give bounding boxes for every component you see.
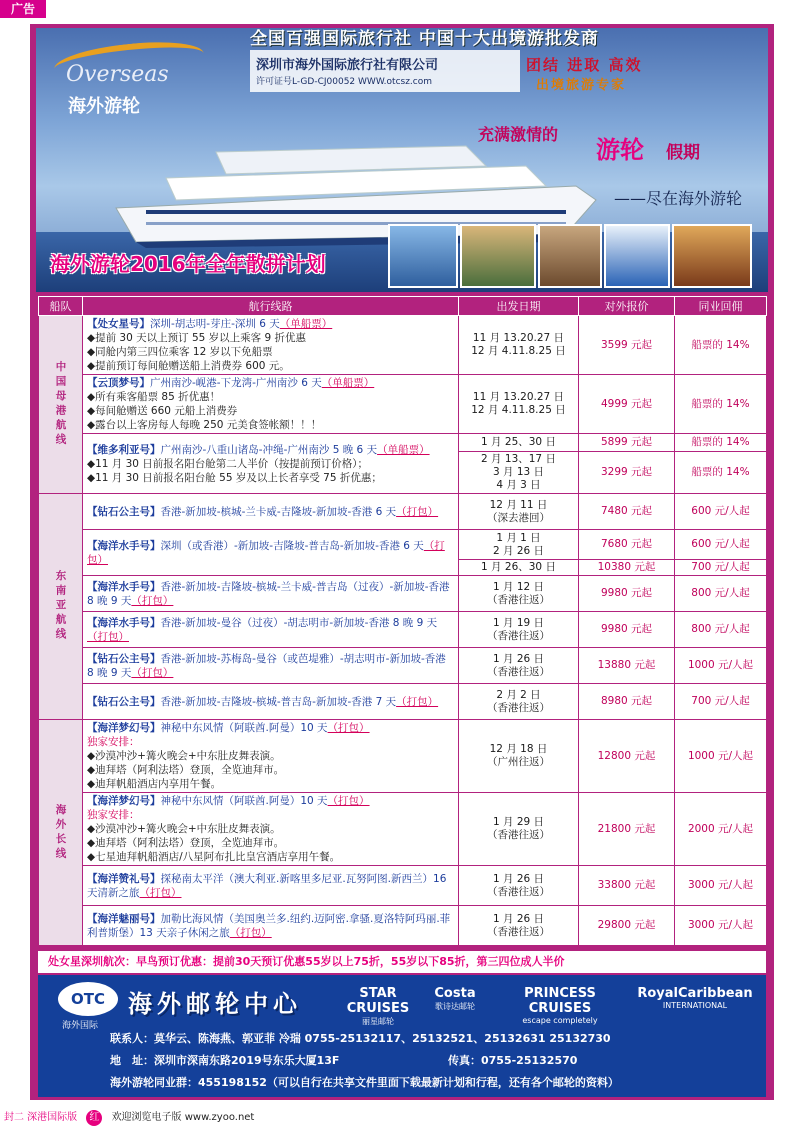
plan-title: 海外游轮2016年全年散拼计划: [50, 252, 326, 276]
table-row: [39, 316, 767, 375]
package-tag: （打包）: [87, 630, 129, 643]
commission-cell: 800 元/人起: [675, 612, 767, 648]
region-label: 中国母港航线: [39, 316, 83, 494]
price-cell: 4999 元起: [579, 375, 675, 434]
package-tag: （打包）: [139, 886, 182, 899]
ship-name: 【处女星号】: [87, 318, 150, 330]
table-row: [39, 612, 767, 648]
route-text: 广州南沙-八重山诸岛-冲绳-广州南沙 5 晚 6 天: [160, 443, 378, 456]
photo-santorini: [604, 224, 670, 288]
brand-costa: [420, 986, 490, 1012]
ad-tag: 广告: [0, 0, 46, 18]
address-line: 地 址：深圳市深南东路2019号东乐大厦13F: [110, 1054, 340, 1067]
table-row: [39, 906, 767, 946]
early-bird-promo: 处女星深圳航次：早鸟预订优惠：提前30天预订优惠55岁以上75折，55岁以下85折，第三四位成人半价: [38, 951, 766, 973]
date-cell: 1 月 26 日 （香港往返）: [459, 648, 579, 684]
route-text: 深圳-胡志明-芽庄-深圳 6 天: [150, 318, 280, 330]
route-cell: [83, 793, 459, 866]
table-row: [39, 720, 767, 793]
logo-english: Overseas: [66, 62, 169, 87]
table-row: [39, 793, 767, 866]
date-cell: 11 月 13.20.27 日 12 月 4.11.8.25 日: [459, 316, 579, 375]
price-cell: 13880 元起: [579, 648, 675, 684]
ship-name: 【钻石公主号】: [87, 505, 161, 518]
table-row: [39, 494, 767, 530]
note: ◆提前 30 天以上预订 55 岁以上乘客 9 折优惠: [87, 332, 307, 344]
header-price: 对外报价: [579, 297, 675, 316]
ship-name: 【海洋魅丽号】: [87, 912, 161, 925]
table-row: [39, 434, 767, 452]
commission-cell: 船票的 14%: [675, 452, 767, 494]
commission-cell: 船票的 14%: [675, 316, 767, 375]
date-cell: 1 月 26 日 （香港往返）: [459, 866, 579, 906]
exclusive-label: 独家安排：: [87, 809, 140, 821]
red-badge-icon: 红: [86, 1110, 102, 1126]
brand-star-cruises: [338, 986, 418, 1027]
commission-cell: 1000 元/人起: [675, 720, 767, 793]
package-tag: （打包）: [131, 594, 174, 607]
photo-kids: [538, 224, 602, 288]
date-cell: 11 月 13.20.27 日 12 月 4.11.8.25 日: [459, 375, 579, 434]
ship-name: 【云顶梦号】: [87, 377, 150, 389]
route-cell: [83, 866, 459, 906]
commission-cell: 2000 元/人起: [675, 793, 767, 866]
note: ◆同舱内第三四位乘客 12 岁以下免船票: [87, 346, 273, 358]
ticket-tag: （单船票）: [279, 318, 333, 330]
commission-cell: 600 元/人起: [675, 530, 767, 560]
route-text: 神秘中东风情（阿联酋.阿曼）10 天: [160, 722, 328, 734]
brand-name: STAR CRUISES: [346, 986, 410, 1016]
brand-princess: [496, 986, 624, 1025]
date-cell: 1 月 12 日 （香港往返）: [459, 576, 579, 612]
passion-suffix: 假期: [666, 143, 700, 163]
package-tag: （打包）: [396, 505, 439, 518]
photo-people: [460, 224, 536, 288]
tagline-primary: 团结 进取 高效: [526, 56, 643, 74]
route-cell: [83, 684, 459, 720]
table-row: [39, 530, 767, 560]
package-tag: （打包）: [131, 666, 174, 679]
ship-name: 【维多利亚号】: [87, 443, 161, 456]
route-cell: [83, 720, 459, 793]
group-line: 海外游轮同业群：455198152（可以自行在共享文件里面下载最新计划和行程，还有各个邮轮的资料）: [110, 1076, 619, 1089]
commission-cell: 3000 元/人起: [675, 866, 767, 906]
date-cell: 1 月 26、30 日: [459, 560, 579, 576]
license-number: 许可证号L-GD-CJ00052 WWW.otcsz.com: [256, 77, 433, 87]
ship-name: 【钻石公主号】: [87, 652, 161, 665]
package-tag: （打包）: [327, 795, 370, 807]
note: ◆七星迪拜帆船酒店/八星阿布扎比皇宫酒店享用午餐。: [87, 851, 341, 863]
price-cell: 33800 元起: [579, 866, 675, 906]
commission-cell: 船票的 14%: [675, 375, 767, 434]
route-text: 香港-新加坡-吉隆坡-槟城-兰卡威-普吉岛（过夜）-新加坡-香港 8 晚 9 天: [87, 580, 450, 607]
note: ◆沙漠冲沙+篝火晚会+中东肚皮舞表演。: [87, 750, 281, 762]
route-cell: [83, 576, 459, 612]
route-cell: [83, 530, 459, 576]
brand-sub: 丽星邮轮: [362, 1017, 394, 1026]
package-tag: （打包）: [229, 926, 272, 939]
brand-sub: INTERNATIONAL: [662, 1001, 728, 1010]
route-text: 探秘南太平洋（澳大利亚.新喀里多尼亚.瓦努阿图.新西兰）16 天清新之旅: [87, 872, 447, 899]
price-cell: 21800 元起: [579, 793, 675, 866]
brand-sub: 歌诗达邮轮: [435, 1002, 475, 1011]
ship-name: 【海洋梦幻号】: [87, 795, 161, 807]
company-name: 深圳市海外国际旅行社有限公司: [256, 58, 439, 73]
page-footer: [0, 1108, 800, 1128]
passion-prefix: 充满激情的: [478, 125, 559, 144]
commission-cell: 1000 元/人起: [675, 648, 767, 684]
edition-label: 封二 深港国际版: [4, 1112, 78, 1123]
header-commission: 同业回佣: [675, 297, 767, 316]
note: ◆沙漠冲沙+篝火晚会+中东肚皮舞表演。: [87, 823, 281, 835]
brand-name: RoyalCaribbean: [637, 986, 753, 1001]
route-text: 香港-新加坡-吉隆坡-槟城-普吉岛-新加坡-香港 7 天: [160, 695, 397, 708]
logo-chinese: 海外游轮: [68, 96, 140, 117]
date-cell: 1 月 25、30 日: [459, 434, 579, 452]
date-cell: 12 月 18 日 （广州往返）: [459, 720, 579, 793]
ticket-tag: （单船票）: [321, 377, 375, 389]
contact-line: 联系人：莫华云、陈海燕、郭亚菲 冷瑞 0755-25132117、25132521、25132631 25132730: [110, 1032, 611, 1045]
otc-subtitle: 海外国际: [62, 1021, 99, 1031]
price-cell: 3599 元起: [579, 316, 675, 375]
region-label: 海外长线: [39, 720, 83, 946]
header-route: 航行线路: [83, 297, 459, 316]
brand-sub: escape completely: [522, 1016, 598, 1025]
website-link[interactable]: 欢迎浏览电子版 www.zyoo.net: [111, 1112, 255, 1123]
table-row: [39, 375, 767, 434]
ship-name: 【海洋梦幻号】: [87, 722, 161, 734]
route-text: 香港-新加坡-槟城-兰卡威-吉隆坡-新加坡-香港 6 天: [160, 505, 397, 518]
price-cell: 8980 元起: [579, 684, 675, 720]
brand-royal-caribbean: [634, 986, 756, 1010]
route-text: 神秘中东风情（阿联酋.阿曼）10 天: [160, 795, 328, 807]
header-fleet: 船队: [39, 297, 83, 316]
exclusive-label: 独家安排：: [87, 736, 140, 748]
package-tag: （打包）: [396, 695, 439, 708]
date-cell: 2 月 13、17 日 3 月 13 日 4 月 3 日: [459, 452, 579, 494]
table-row: [39, 648, 767, 684]
fax-line: 传真：0755-25132570: [448, 1054, 578, 1067]
route-cell: [83, 648, 459, 684]
date-cell: 12 月 11 日 （深去港回）: [459, 494, 579, 530]
note: ◆11 月 30 日前报名阳台舱 55 岁及以上长者享受 75 折优惠；: [87, 471, 382, 484]
brand-name: PRINCESS CRUISES: [524, 986, 596, 1016]
route-text: 广州南沙-岘港-下龙湾-广州南沙 6 天: [150, 377, 322, 389]
note: ◆提前预订每间舱赠送船上消费券 600 元。: [87, 360, 290, 372]
commission-cell: 3000 元/人起: [675, 906, 767, 946]
route-cell: [83, 434, 459, 494]
header-date: 出发日期: [459, 297, 579, 316]
route-cell: [83, 494, 459, 530]
route-cell: [83, 375, 459, 434]
ship-name: 【海洋水手号】: [87, 616, 161, 629]
date-cell: 1 月 1 日 2 月 26 日: [459, 530, 579, 560]
package-tag: （打包）: [327, 722, 370, 734]
route-text: 加勒比海风情（美国奥兰多.纽约.迈阿密.拿骚.夏洛特阿玛丽.菲利普斯堡）13 天亲子休闲之旅: [87, 912, 451, 939]
route-text: 深圳（或香港）-新加坡-吉隆坡-普吉岛-新加坡-香港 6 天: [160, 539, 424, 552]
date-cell: 2 月 2 日 （香港往返）: [459, 684, 579, 720]
commission-cell: 700 元/人起: [675, 684, 767, 720]
commission-cell: 船票的 14%: [675, 434, 767, 452]
package-tag: （打包）: [87, 539, 445, 566]
note: ◆每间舱赠送 660 元船上消费券: [87, 405, 238, 417]
table-header-row: [39, 297, 767, 316]
ship-name: 【钻石公主号】: [87, 695, 161, 708]
route-cell: [83, 612, 459, 648]
commission-cell: 600 元/人起: [675, 494, 767, 530]
price-cell: 12800 元起: [579, 720, 675, 793]
note: ◆迪拜塔（阿利法塔）登顶，全览迪拜市。: [87, 837, 285, 849]
table-row: [39, 684, 767, 720]
note: ◆迪拜帆船酒店内享用午餐。: [87, 778, 222, 790]
commission-cell: 700 元/人起: [675, 560, 767, 576]
brand-name: Costa: [434, 986, 476, 1001]
date-cell: 1 月 26 日 （香港往返）: [459, 906, 579, 946]
commission-cell: 800 元/人起: [675, 576, 767, 612]
photo-ship: [388, 224, 458, 288]
photo-food: [672, 224, 752, 288]
price-cell: 9980 元起: [579, 576, 675, 612]
overseas-logo: [46, 40, 226, 116]
ticket-tag: （单船票）: [377, 443, 430, 456]
note: ◆11 月 30 日前报名阳台舱第二人半价（按提前预订价格）；: [87, 457, 369, 470]
date-cell: 1 月 29 日 （香港往返）: [459, 793, 579, 866]
ship-name: 【海洋水手号】: [87, 539, 161, 552]
date-cell: 1 月 19 日 （香港往返）: [459, 612, 579, 648]
region-label: 东南亚航线: [39, 494, 83, 720]
ship-name: 【海洋赞礼号】: [87, 872, 161, 885]
note: ◆迪拜塔（阿利法塔）登顶，全览迪拜市。: [87, 764, 285, 776]
otc-logo: OTC: [58, 982, 118, 1016]
note: ◆露台以上客房每人每晚 250 元美食签帐额！！！: [87, 419, 322, 431]
ship-name: 【海洋水手号】: [87, 580, 161, 593]
price-cell: 10380 元起: [579, 560, 675, 576]
price-cell: 3299 元起: [579, 452, 675, 494]
note: ◆所有乘客船票 85 折优惠！: [87, 391, 221, 403]
price-cell: 7680 元起: [579, 530, 675, 560]
cruise-center-name: 海外邮轮中心: [128, 990, 302, 1018]
headline: 全国百强国际旅行社 中国十大出境游批发商: [250, 29, 599, 49]
table-row: [39, 576, 767, 612]
route-cell: [83, 906, 459, 946]
price-cell: 29800 元起: [579, 906, 675, 946]
price-cell: 9980 元起: [579, 612, 675, 648]
price-cell: 5899 元起: [579, 434, 675, 452]
tagline-secondary: 出境旅游专家: [536, 78, 627, 93]
price-cell: 7480 元起: [579, 494, 675, 530]
route-text: 香港-新加坡-苏梅岛-曼谷（或芭堤雅）-胡志明市-新加坡-香港 8 晚 9 天: [87, 652, 446, 679]
cruise-schedule-table: [38, 296, 767, 946]
route-cell: [83, 316, 459, 375]
table-row: [39, 866, 767, 906]
route-text: 香港-新加坡-曼谷（过夜）-胡志明市-新加坡-香港 8 晚 9 天: [160, 616, 438, 629]
slogan: ——尽在海外游轮: [614, 189, 743, 208]
passion-highlight: 游轮: [596, 136, 644, 164]
